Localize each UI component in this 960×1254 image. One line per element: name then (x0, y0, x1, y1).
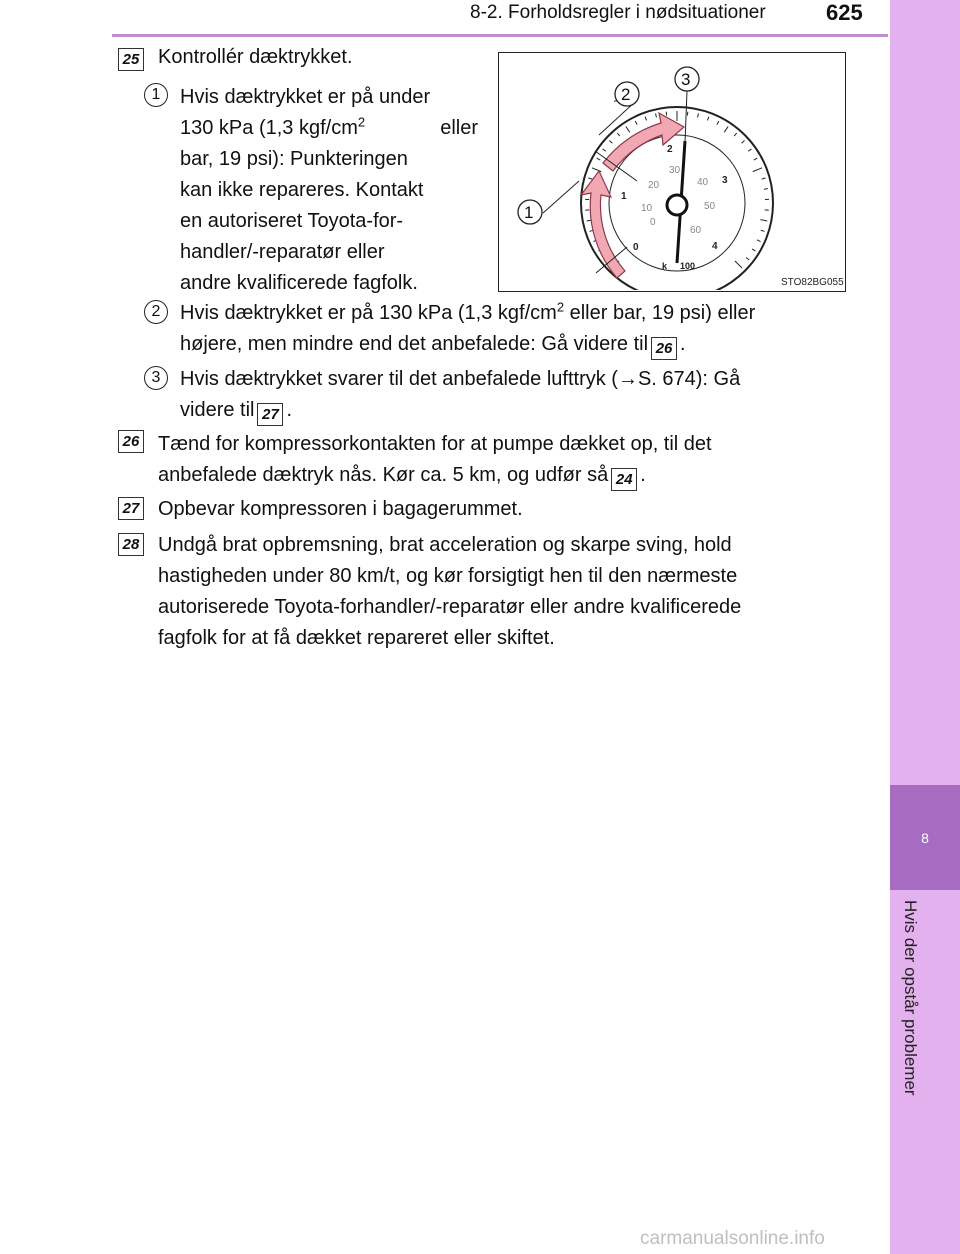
step-28-line: Undgå brat opbremsning, brat acceleration og skarpe sving, hold (158, 534, 732, 556)
step-28-line: autoriserede Toyota-forhandler/-reparatør eller andre kvalificerede (158, 596, 742, 618)
step-26-line: Tænd for kompressorkontakten for at pumpe dækket op, til det (158, 433, 712, 455)
step-number-26: 26 (118, 430, 144, 453)
substep-2-text: Hvis dæktrykket er på 130 kPa (1,3 kgf/cm (180, 302, 557, 324)
outer-scale-label: 1 (621, 191, 627, 202)
step-26-text: anbefalede dæktryk nås. Kør ca. 5 km, og udfør så (158, 464, 609, 486)
inner-scale-label: 60 (690, 225, 702, 236)
substep-2-text: eller bar, 19 psi) eller (564, 302, 756, 324)
pressure-gauge-illustration (499, 53, 844, 290)
substep-1-text: eller (440, 117, 478, 139)
substep-3-line (180, 395, 842, 426)
page-number: 625 (826, 0, 863, 25)
substep-3-text: videre til (180, 399, 255, 421)
inner-scale-label: 40 (697, 177, 709, 188)
outer-scale-label: 2 (667, 144, 673, 155)
substep-1-line (180, 144, 478, 175)
header-rule (112, 34, 888, 37)
inner-scale-label: 0 (650, 217, 656, 228)
chapter-number: 8 (921, 830, 929, 846)
substep-1-line (180, 113, 478, 144)
unit-label: k (662, 261, 668, 271)
callout-label: 1 (524, 203, 534, 222)
punctuation: . (286, 399, 293, 421)
substep-2-text: højere, men mindre end det anbefalede: Gå videre til (180, 333, 649, 355)
gauge-tick (764, 189, 768, 190)
chapter-label: Hvis der opstår problemer (901, 900, 920, 1096)
outer-scale-label: 0 (633, 242, 639, 253)
substep-1-line: Hvis dæktrykket er på under (180, 86, 431, 108)
watermark: carmanualsonline.info (640, 1228, 825, 1249)
pressure-gauge-figure (498, 52, 846, 292)
substep-2-line (180, 298, 842, 329)
superscript: 2 (556, 299, 565, 315)
step-28-line: fagfolk for at få dækket repareret eller skiftet. (158, 627, 555, 649)
substep-marker-3: 3 (144, 366, 168, 390)
superscript: 2 (357, 114, 366, 130)
outer-scale-label: 3 (722, 175, 728, 186)
outer-scale-label: 4 (712, 241, 718, 252)
step-number-28: 28 (118, 533, 144, 556)
punctuation: . (640, 464, 646, 486)
inner-scale-label: 30 (669, 165, 681, 176)
substep-1-line: andre kvalificerede fagfolk. (180, 272, 418, 294)
substep-1-line: kan ikke repareres. Kontakt (180, 179, 424, 201)
substep-marker-2: 2 (144, 300, 168, 324)
inner-scale-label: 50 (704, 201, 716, 212)
step-number-25: 25 (118, 48, 144, 71)
step-number-27: 27 (118, 497, 144, 520)
step-28-line: hastigheden under 80 km/t, og kør forsigtigt hen til den nærmeste (158, 565, 738, 587)
step-reference-26[interactable]: 26 (651, 337, 677, 360)
callout-label: 2 (621, 85, 631, 104)
inner-scale-label: 10 (641, 203, 653, 214)
step-reference-27[interactable]: 27 (257, 403, 283, 426)
figure-code: STO82BG055 (781, 277, 844, 288)
gauge-hub (667, 195, 687, 215)
punctuation: . (680, 333, 686, 355)
substep-3-line: Hvis dæktrykket svarer til det anbefalede lufttryk (→S. 674): Gå (180, 368, 741, 390)
substep-marker-1: 1 (144, 83, 168, 107)
substep-1-line: en autoriseret Toyota-for- (180, 210, 404, 232)
step-reference-24[interactable]: 24 (611, 468, 637, 491)
substep-1-text: 130 kPa (1,3 kgf/cm (180, 117, 358, 139)
callout-leader (543, 181, 579, 213)
callout-label: 3 (681, 70, 691, 89)
inner-scale-label: 20 (648, 180, 660, 191)
step-26-line (158, 460, 842, 491)
unit-label: 100 (680, 261, 696, 271)
step-25-text: Kontrollér dæktrykket. (158, 46, 353, 68)
substep-2-line (180, 329, 842, 360)
section-title: 8-2. Forholdsregler i nødsituationer (470, 2, 766, 23)
substep-1-line: handler/-reparatør eller (180, 241, 385, 263)
step-27-text: Opbevar kompressoren i bagagerummet. (158, 498, 523, 520)
substep-1-text: bar, 19 psi): Punkteringen (180, 148, 408, 170)
